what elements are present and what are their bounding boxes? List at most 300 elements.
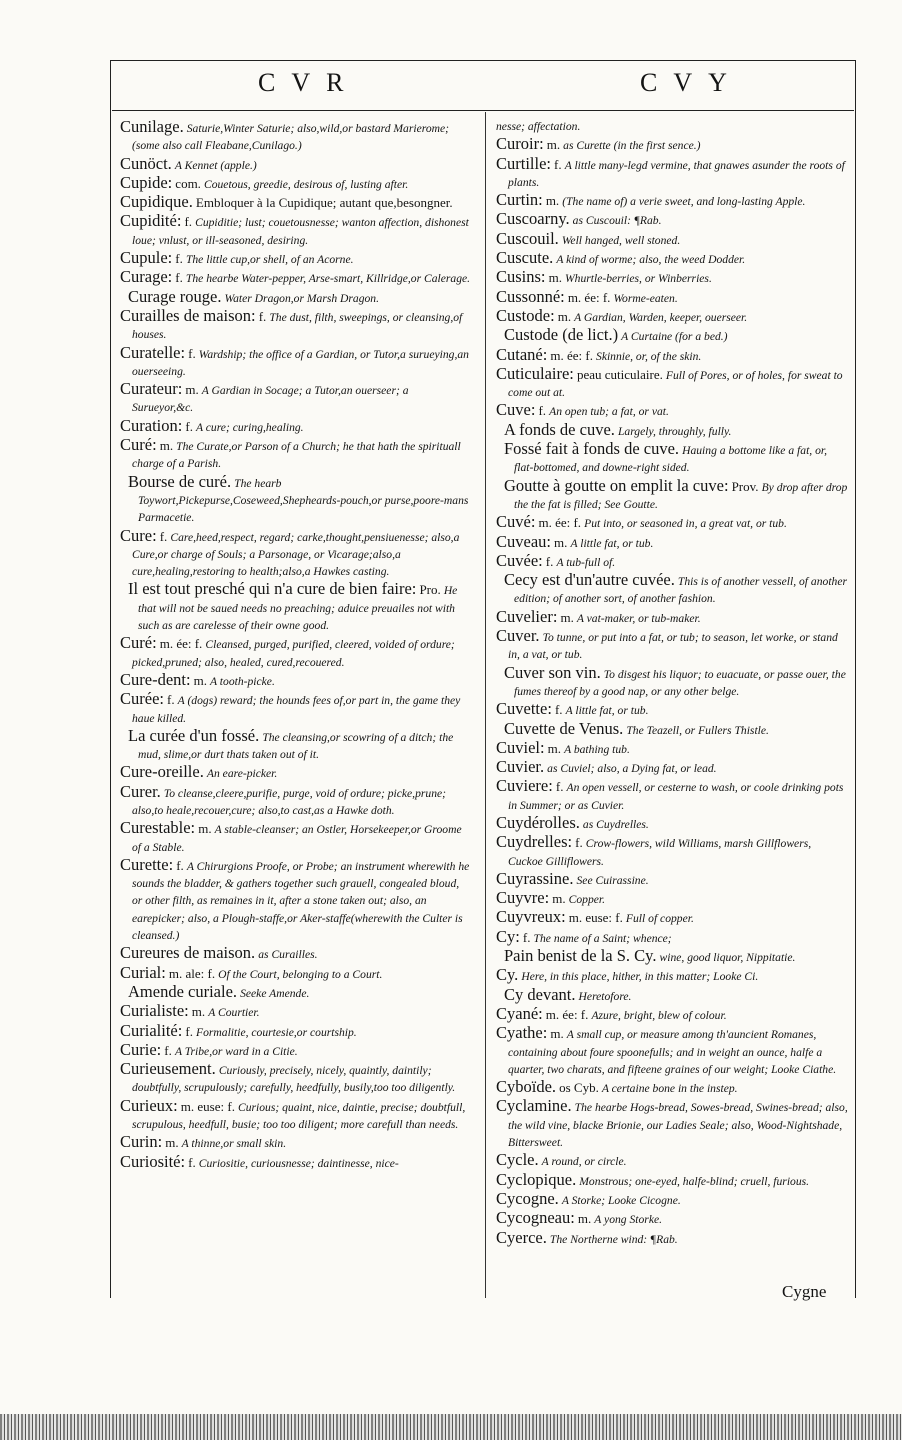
headword: Cuvée: xyxy=(496,550,543,570)
translation: See Cuirassine. xyxy=(576,873,649,887)
grammar-note: m. ée: f. xyxy=(567,289,611,305)
translation: Here, in this place, hither, in this matter; Looke Ci. xyxy=(521,970,759,984)
headword: Cusins: xyxy=(496,267,546,287)
grammar-note: Embloquer à la Cupidique; autant que,besongner. xyxy=(195,195,453,211)
translation: A bathing tub. xyxy=(564,742,630,756)
headword: Cuvé: xyxy=(496,512,536,532)
grammar-note: m. xyxy=(193,672,207,688)
headword: Cy: xyxy=(496,926,520,946)
translation: A (dogs) reward; the hounds fees of,or part in, the game they haue killed. xyxy=(132,694,461,725)
dictionary-entry xyxy=(496,249,848,268)
dictionary-entry xyxy=(120,634,472,671)
headword: Curial: xyxy=(120,962,166,982)
dictionary-entry xyxy=(120,212,472,249)
translation: A Gardian in Socage; a Tutor,an ouerseer; a Surueyor,&c. xyxy=(132,384,409,415)
column-divider xyxy=(485,112,486,1298)
headword: Cuve: xyxy=(496,400,536,420)
headword: Cuviere: xyxy=(496,776,553,796)
dictionary-entry xyxy=(496,401,848,420)
grammar-note: f. xyxy=(185,1023,193,1039)
headword: Cy devant. xyxy=(504,984,576,1004)
translation: Full of copper. xyxy=(625,912,694,926)
dictionary-entry xyxy=(496,1190,848,1209)
page-frame-right xyxy=(855,60,856,1298)
translation: A yong Storke. xyxy=(594,1213,663,1227)
headword: Cyclopique. xyxy=(496,1169,577,1189)
translation: (The name of) a verie sweet, and long-lasting Apple. xyxy=(562,195,806,209)
headword: Curation: xyxy=(120,415,183,435)
headword: Fossé fait à fonds de cuve. xyxy=(504,439,680,459)
translation: Seeke Amende. xyxy=(240,986,310,1000)
headword: Bourse de curé. xyxy=(128,471,232,491)
translation: The hearb Toywort,Pickepurse,Coseweed,Shepheards-pouch,or purse,poore-mans Parmacetie. xyxy=(138,476,469,525)
dictionary-entry xyxy=(120,344,472,381)
dictionary-entry xyxy=(120,527,472,581)
headword: Curette: xyxy=(120,854,174,874)
grammar-note: Pro. xyxy=(419,582,441,598)
dictionary-entry xyxy=(496,889,848,908)
dictionary-entry xyxy=(120,174,472,193)
translation: A little many-legd vermine, that gnawes asunder the roots of plants. xyxy=(508,158,845,189)
sub-entry xyxy=(496,664,848,701)
right-column xyxy=(496,118,848,1248)
grammar-note: m. xyxy=(159,438,174,454)
headword: Curateur: xyxy=(120,379,183,399)
dictionary-entry xyxy=(120,1133,472,1152)
headword: Cuviel: xyxy=(496,737,545,757)
running-head-left: CVR xyxy=(258,68,360,97)
headword: Cuvier. xyxy=(496,757,545,777)
translation: A round, or circle. xyxy=(541,1155,627,1169)
translation: nesse; affectation. xyxy=(496,120,581,133)
dictionary-entry xyxy=(120,783,472,820)
grammar-note: m. xyxy=(547,740,562,756)
headword: Curé: xyxy=(120,633,157,653)
translation: A Gardian, Warden, keeper, ouerseer. xyxy=(574,310,748,324)
translation: as Cuydrelles. xyxy=(582,817,649,831)
grammar-note: m. ée: f. xyxy=(538,515,582,531)
translation: By drop after drop the the fat is filled; See Goutte. xyxy=(514,480,848,511)
headword: Curatelle: xyxy=(120,342,186,362)
headword: Cure-oreille. xyxy=(120,762,204,782)
headword: Amende curiale. xyxy=(128,981,238,1001)
dictionary-entry xyxy=(120,417,472,436)
translation: as Curette (in the first sence.) xyxy=(563,139,701,153)
headword: Cyané: xyxy=(496,1003,543,1023)
translation: The hearbe Hogs-bread, Sowes-bread, Swines-bread; also, the wild vine, blacke Brionie, our Ladies Seale; also, Wood-Nightshade, Bittersweet. xyxy=(508,1101,848,1150)
headword: Cuydrelles: xyxy=(496,832,573,852)
headword: Cuscoarny. xyxy=(496,209,570,229)
running-head-right: CVY xyxy=(640,68,743,97)
translation: Worme-eaten. xyxy=(613,291,678,305)
headword: Pain benist de la S. Cy. xyxy=(504,946,657,966)
translation: A Storke; Looke Cicogne. xyxy=(561,1193,681,1207)
headword: Cuver son vin. xyxy=(504,662,601,682)
translation: Skinnie, or, of the skin. xyxy=(596,349,702,363)
headword: Cunilage. xyxy=(120,117,184,136)
dictionary-entry xyxy=(120,380,472,417)
dictionary-entry xyxy=(120,1153,472,1172)
headword: Cure-dent: xyxy=(120,669,191,689)
grammar-note: m. xyxy=(185,382,199,398)
dictionary-entry xyxy=(120,1022,472,1041)
translation: A tub-full of. xyxy=(556,555,616,569)
translation: as Cuviel; also, a Dying fat, or lead. xyxy=(547,762,717,776)
dictionary-entry xyxy=(120,268,472,287)
translation: A thinne,or small skin. xyxy=(181,1137,287,1151)
translation: The Northerne wind: ¶Rab. xyxy=(549,1232,678,1246)
dictionary-entry xyxy=(496,118,848,135)
dictionary-entry xyxy=(496,210,848,229)
translation: A Tribe,or ward in a Citie. xyxy=(174,1044,298,1058)
dictionary-entry xyxy=(120,1041,472,1060)
dictionary-entry xyxy=(496,758,848,777)
translation: Hauing a bottome like a fat, or, flat-bottomed, and downe-right sided. xyxy=(514,444,828,475)
grammar-note: Prov. xyxy=(731,478,759,494)
sub-entry xyxy=(496,571,848,608)
grammar-note: f. xyxy=(554,702,563,718)
grammar-note: m. euse: f. xyxy=(568,910,623,926)
translation: A cure; curing,healing. xyxy=(196,420,304,434)
headword: Cyclamine. xyxy=(496,1096,572,1116)
translation: A kind of worme; also, the weed Dodder. xyxy=(556,253,746,267)
translation: An eare-picker. xyxy=(206,767,278,781)
dictionary-entry xyxy=(120,436,472,473)
headword: Cyboïde. xyxy=(496,1077,557,1097)
dictionary-entry xyxy=(496,191,848,210)
grammar-note: f. xyxy=(522,929,531,945)
translation: Heretofore. xyxy=(578,989,632,1003)
grammar-note: f. xyxy=(185,418,193,434)
dictionary-entry xyxy=(496,627,848,664)
grammar-note: f. xyxy=(167,692,175,708)
dictionary-entry xyxy=(496,966,848,985)
grammar-note: f. xyxy=(554,156,562,172)
headword: Curtille: xyxy=(496,153,551,173)
dictionary-entry xyxy=(496,833,848,870)
grammar-note: m. xyxy=(577,1211,592,1227)
headword: Custode: xyxy=(496,305,555,325)
sub-entry xyxy=(120,727,472,764)
sub-entry xyxy=(496,986,848,1005)
dictionary-entry xyxy=(496,739,848,758)
headword: Cuvelier: xyxy=(496,606,558,626)
headword: Cutané: xyxy=(496,344,548,364)
translation: A Curtaine (for a bed.) xyxy=(621,330,728,344)
catchword: Cygne xyxy=(782,1282,827,1301)
headword: Curieux: xyxy=(120,1095,178,1115)
grammar-note: f. xyxy=(175,251,183,267)
dictionary-entry xyxy=(496,155,848,192)
dictionary-entry xyxy=(496,1078,848,1097)
headword: A fonds de cuve. xyxy=(504,419,615,439)
translation: A vat-maker, or tub-maker. xyxy=(576,611,701,625)
dictionary-entry xyxy=(120,155,472,174)
headword: Cuyvre: xyxy=(496,888,550,908)
grammar-note: com. xyxy=(175,175,201,191)
dictionary-entry xyxy=(496,533,848,552)
grammar-note: m. xyxy=(554,534,568,550)
dictionary-entry xyxy=(496,346,848,365)
translation: He that will not be saued needs no preaching; aduice preuailes not with such as are carelesse of their owne good. xyxy=(138,584,458,633)
headword: Cuveau: xyxy=(496,531,551,551)
grammar-note: f. xyxy=(176,857,184,873)
headword: Curée: xyxy=(120,689,164,709)
grammar-note: m. xyxy=(546,137,561,153)
dictionary-entry xyxy=(120,193,472,212)
grammar-note: m. xyxy=(165,1135,179,1151)
headword: Curialité: xyxy=(120,1020,183,1040)
translation: Put into, or seasoned in, a great vat, or tub. xyxy=(584,517,787,531)
sub-entry xyxy=(496,477,848,514)
dictionary-entry xyxy=(496,135,848,154)
dictionary-entry xyxy=(120,1002,472,1021)
dictionary-entry xyxy=(496,814,848,833)
sub-entry xyxy=(496,326,848,345)
translation: A small cup, or measure among th'auncient Romanes, containing about foure spoonefulls; and in weight an ounce, halfe a quarter, two charats, and fifteene graines of our weight; Looke Ciathe. xyxy=(508,1028,837,1076)
translation: Of the Court, belonging to a Court. xyxy=(218,967,383,981)
dictionary-entry xyxy=(496,608,848,627)
headword: Cuticulaire: xyxy=(496,363,574,383)
dictionary-entry xyxy=(120,763,472,782)
translation: Whurtle-berries, or Winberries. xyxy=(565,272,712,286)
dictionary-entry xyxy=(496,1229,848,1248)
headword: Cycogneau: xyxy=(496,1208,575,1228)
grammar-note: f. xyxy=(164,1042,172,1058)
translation: This is of another vessell, of another edition; of another sort, of another fashion. xyxy=(514,575,847,606)
headword: Cy. xyxy=(496,965,519,985)
translation: Water Dragon,or Marsh Dragon. xyxy=(224,291,380,305)
translation: Curious; quaint, nice, daintie, precise; doubtfull, scrupulous, heedfull, busie; too too diligent; more carefull than needs. xyxy=(132,1100,466,1132)
translation: Cleansed, purged, purified, cleered, voided of ordure; picked,pruned; also, healed, cured,recouered. xyxy=(132,638,455,669)
left-column xyxy=(120,118,472,1172)
translation: Saturie,Winter Saturie; also,wild,or bastard Marierome; (some also call Fleabane,Cunilago.) xyxy=(132,122,449,153)
sub-entry xyxy=(120,473,472,527)
dictionary-entry xyxy=(496,1005,848,1024)
headword: Custode (de lict.) xyxy=(504,325,619,345)
grammar-note: peau cuticulaire. xyxy=(576,366,663,382)
dictionary-entry xyxy=(120,671,472,690)
headword: Cycle. xyxy=(496,1150,539,1170)
grammar-note: f. xyxy=(555,779,564,795)
header-rule xyxy=(112,110,854,111)
grammar-note: m. ée: f. xyxy=(550,347,593,363)
dictionary-entry xyxy=(120,1097,472,1134)
grammar-note: f. xyxy=(258,308,267,324)
translation: A little fat, or tub. xyxy=(565,704,649,718)
translation: The cleansing,or scowring of a ditch; the mud, slime,or durt thats taken out of it. xyxy=(138,730,454,762)
grammar-note: m. ée: f. xyxy=(545,1006,589,1022)
headword: Curestable: xyxy=(120,818,196,838)
headword: Cupidité: xyxy=(120,211,182,231)
dictionary-entry xyxy=(496,1209,848,1228)
dictionary-entry xyxy=(496,908,848,927)
headword: Cureures de maison. xyxy=(120,943,256,963)
headword: Cuyvreux: xyxy=(496,907,566,927)
grammar-note: m. xyxy=(560,609,574,625)
headword: Curer. xyxy=(120,781,161,801)
translation: Cupiditie; lust; couetousnesse; wanton affection, dishonest loue; vnlust, or ill-seasoned, desiring. xyxy=(132,216,469,247)
headword: Cuscouil. xyxy=(496,228,559,248)
translation: Monstrous; one-eyed, halfe-blind; cruell, furious. xyxy=(579,1174,810,1188)
headword: Cuscute. xyxy=(496,248,554,268)
grammar-note: m. ée: f. xyxy=(159,636,203,652)
dictionary-entry xyxy=(120,690,472,727)
headword: Cecy est d'un'autre cuvée. xyxy=(504,570,675,590)
sub-entry xyxy=(120,288,472,307)
translation: The name of a Saint; whence; xyxy=(533,931,672,945)
dictionary-entry xyxy=(120,249,472,268)
dictionary-entry xyxy=(496,1024,848,1078)
dictionary-entry xyxy=(496,268,848,287)
translation: A Chirurgions Proofe, or Probe; an instrument wherewith he sounds the bladder, & gathers together such grauell, congealed bloud, or other filth, as remaines in it, after a stone taken out; also, an earepicker; also, a Plough-staffe,or Aker-staffe(wherewith the Culter is cleansed.) xyxy=(132,859,470,943)
grammar-note: m. xyxy=(545,193,560,209)
translation: Copper. xyxy=(568,893,606,907)
headword: Cuyrassine. xyxy=(496,868,574,888)
translation: Formalitie, courtesie,or courtship. xyxy=(196,1025,357,1039)
dictionary-entry xyxy=(496,288,848,307)
grammar-note: m. ale: f. xyxy=(168,965,216,981)
headword: Cycogne. xyxy=(496,1188,559,1208)
sub-entry xyxy=(496,720,848,739)
dictionary-entry xyxy=(120,307,472,344)
dictionary-entry xyxy=(496,552,848,571)
translation: Azure, bright, blew of colour. xyxy=(591,1008,727,1022)
headword: Cure: xyxy=(120,525,157,545)
translation: Wardship; the office of a Gardian, or Tutor,a surueying,an ouerseeing. xyxy=(132,347,469,378)
dictionary-entry xyxy=(120,118,472,155)
translation: Curiositie, curiousnesse; daintinesse, nice- xyxy=(198,1156,399,1170)
headword: Curtin: xyxy=(496,190,543,210)
headword: La curée d'un fossé. xyxy=(128,725,260,745)
grammar-note: m. euse: f. xyxy=(180,1098,235,1114)
grammar-note: f. xyxy=(175,270,183,286)
headword: Cuvette: xyxy=(496,699,552,719)
translation: A little fat, or tub. xyxy=(570,536,654,550)
headword: Curage rouge. xyxy=(128,286,222,306)
grammar-note: f. xyxy=(575,835,583,851)
dictionary-entry xyxy=(496,777,848,814)
dictionary-entry xyxy=(120,964,472,983)
translation: Care,heed,respect, regard; carke,thought,pensiuenesse; also,a Cure,or charge of Souls; a Parsonage, or Vicarage;also,a cure,healing,restoring to health;also,a Hawkes casting. xyxy=(132,530,460,579)
grammar-note: f. xyxy=(545,553,554,569)
headword: Cupide: xyxy=(120,172,173,192)
translation: The little cup,or shell, of an Acorne. xyxy=(185,253,354,267)
translation: To tunne, or put into a fat, or tub; to season, let worke, or stand in, a vat, or tub. xyxy=(508,631,838,662)
grammar-note: f. xyxy=(188,345,196,361)
sub-entry xyxy=(496,421,848,440)
sub-entry xyxy=(120,983,472,1002)
headword: Cuver. xyxy=(496,626,540,646)
translation: An open vessell, or cesterne to wash, or coole drinking pots in Summer; or as Cuvier. xyxy=(508,781,844,812)
headword: Curialiste: xyxy=(120,1001,189,1021)
grammar-note: f. xyxy=(538,403,547,419)
grammar-note: m. xyxy=(550,1026,564,1042)
translation: The dust, filth, sweepings, or cleansing,of houses. xyxy=(132,310,463,342)
page-frame-top xyxy=(110,60,856,61)
headword: Cuvette de Venus. xyxy=(504,718,624,738)
dictionary-entry xyxy=(496,870,848,889)
headword: Cyathe: xyxy=(496,1023,548,1043)
headword: Curie: xyxy=(120,1039,162,1059)
translation: Curiously, precisely, nicely, quaintly, daintily; doubtfully, scrupulously; carefully, heedfully, busily,too too diligently. xyxy=(132,1064,456,1095)
dictionary-entry xyxy=(120,856,472,944)
translation: Full of Pores, or of holes, for sweat to come out at. xyxy=(508,368,843,400)
grammar-note: m. xyxy=(548,270,562,286)
headword: Curieusement. xyxy=(120,1059,216,1079)
grammar-note: os Cyb. xyxy=(559,1080,599,1096)
translation: A tooth-picke. xyxy=(210,674,275,688)
dictionary-entry xyxy=(496,700,848,719)
dictionary-entry xyxy=(496,230,848,249)
page-frame-left xyxy=(110,60,111,1298)
translation: To disgest his liquor; to euacuate, or passe ouer, the fumes thereof by a good nap, or any other belge. xyxy=(514,667,846,698)
headword: Curage: xyxy=(120,267,173,287)
grammar-note: m. xyxy=(191,1004,206,1020)
dictionary-entry xyxy=(496,928,848,947)
translation: The hearbe Water-pepper, Arse-smart, Killridge,or Calerage. xyxy=(185,272,471,286)
headword: Cupule: xyxy=(120,248,173,268)
translation: An open tub; a fat, or vat. xyxy=(549,405,669,419)
grammar-note: m. xyxy=(552,891,566,907)
translation: wine, good liquor, Nippitatie. xyxy=(659,951,796,965)
translation: Crow-flowers, wild Williams, marsh Gillflowers, Cuckoe Gilliflowers. xyxy=(508,837,812,868)
dictionary-entry xyxy=(496,1171,848,1190)
translation: A Kennet (apple.) xyxy=(174,158,257,172)
grammar-note: f. xyxy=(159,528,168,544)
grammar-note: m. xyxy=(557,308,572,324)
headword: Cyerce. xyxy=(496,1227,547,1247)
dictionary-entry xyxy=(496,513,848,532)
headword: Curoir: xyxy=(496,134,544,154)
headword: Curailles de maison: xyxy=(120,305,256,325)
headword: Cussonné: xyxy=(496,286,565,306)
dictionary-entry xyxy=(120,819,472,856)
grammar-note: f. xyxy=(188,1154,196,1170)
dictionary-entry xyxy=(496,1097,848,1151)
dictionary-entry xyxy=(120,944,472,963)
translation: The Curate,or Parson of a Church; he that hath the spirituall charge of a Parish. xyxy=(132,440,461,471)
headword: Curiosité: xyxy=(120,1151,186,1171)
grammar-note: f. xyxy=(184,214,193,230)
headword: Il est tout presché qui n'a cure de bien faire: xyxy=(128,579,417,599)
sub-entry xyxy=(120,580,472,634)
translation: A certaine bone in the instep. xyxy=(601,1082,738,1096)
headword: Curé: xyxy=(120,435,157,455)
dictionary-entry xyxy=(496,1151,848,1170)
translation: A Courtier. xyxy=(208,1006,260,1020)
translation: The Teazell, or Fullers Thistle. xyxy=(626,723,769,737)
headword: Cuydérolles. xyxy=(496,812,580,832)
translation: Largely, throughly, fully. xyxy=(617,424,732,438)
headword: Cupidique. xyxy=(120,192,193,212)
dictionary-entry xyxy=(120,1060,472,1097)
translation: To cleanse,cleere,purifie, purge, void of ordure; picke,prune; also,to heale,recouer,cure; also,to cast,as a Hawke doth. xyxy=(132,786,446,817)
headword: Cunöct. xyxy=(120,153,172,173)
translation: A stable-cleanser; an Ostler, Horsekeeper,or Groome of a Stable. xyxy=(132,823,462,854)
translation: as Curailles. xyxy=(258,948,318,962)
sub-entry xyxy=(496,440,848,477)
sub-entry xyxy=(496,947,848,966)
dictionary-entry xyxy=(496,365,848,402)
headword: Goutte à goutte on emplit la cuve: xyxy=(504,475,729,495)
dictionary-entry xyxy=(496,307,848,326)
translation: Couetous, greedie, desirous of, lusting after. xyxy=(203,177,409,191)
translation: as Cuscouil: ¶Rab. xyxy=(572,214,662,228)
translation: Well hanged, well stoned. xyxy=(561,233,681,247)
scan-edge-bar xyxy=(0,1414,902,1440)
headword: Curin: xyxy=(120,1132,163,1152)
